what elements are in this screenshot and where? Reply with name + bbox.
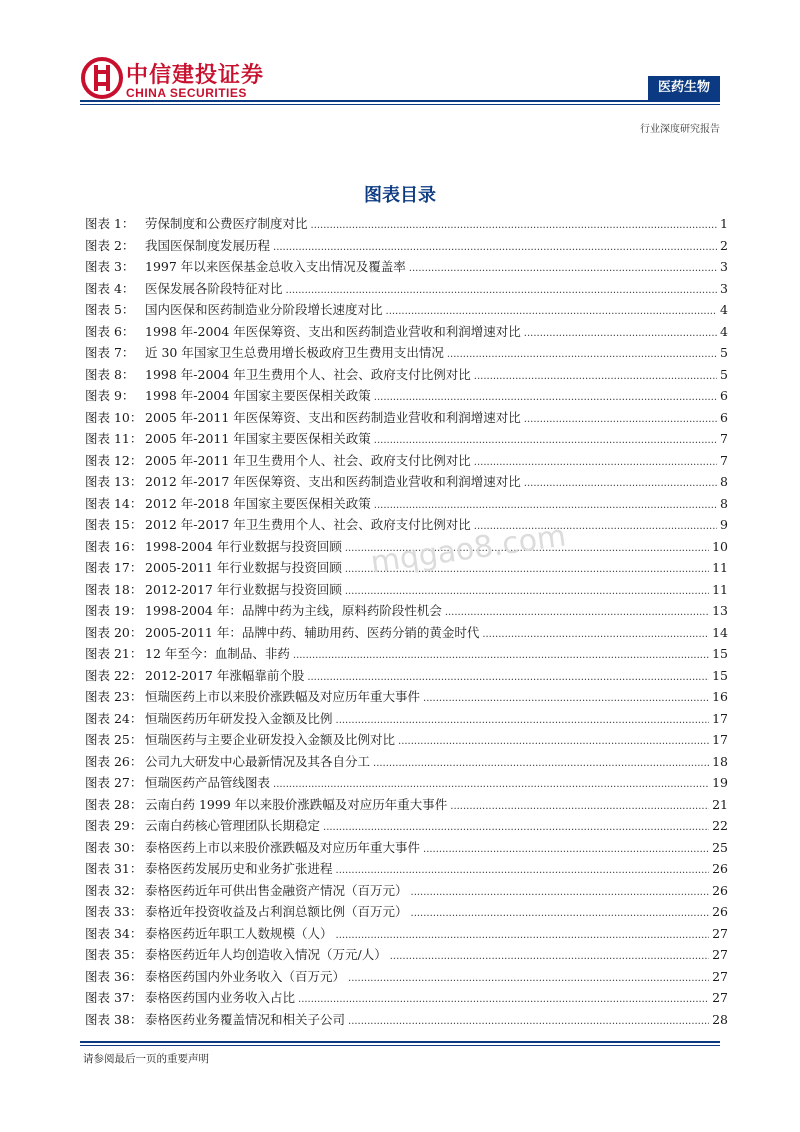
toc-entry-title: 云南白药 1999 年以来股价涨跌幅及对应历年重大事件 <box>145 796 448 812</box>
toc-entry-title: 1998 年-2004 年国家主要医保相关政策 <box>145 388 371 403</box>
header-divider <box>80 100 720 102</box>
toc-entry-title: 近 30 年国家卫生总费用增长极政府卫生费用支出情况 <box>145 345 444 360</box>
toc-leader-dots <box>411 908 710 919</box>
toc-entry-label: 图表 19： <box>85 603 143 618</box>
toc-entry-label: 图表 25： <box>85 732 143 747</box>
toc-entry-label: 图表 17： <box>85 560 143 575</box>
toc-entry-page: 11 <box>712 581 728 597</box>
toc-entry-label: 图表 12： <box>85 452 143 468</box>
toc-entry-label: 图表 4： <box>85 280 135 296</box>
toc-entry-page: 17 <box>712 732 728 747</box>
toc-entry-label: 图表 10： <box>85 409 143 425</box>
toc-entry[interactable] <box>85 408 728 430</box>
toc-entry[interactable] <box>85 623 728 645</box>
toc-entry-page: 7 <box>720 431 728 446</box>
toc-entry[interactable] <box>85 257 728 279</box>
toc-entry-label: 图表 14： <box>85 495 143 511</box>
toc-entry-label: 图表 3： <box>85 259 135 274</box>
toc-entry-title: 恒瑞医药与主要企业研发投入金额及比例对比 <box>145 732 396 747</box>
toc-entry[interactable] <box>85 515 728 537</box>
toc-entry-page: 22 <box>712 818 728 833</box>
toc-entry-label: 图表 36： <box>85 968 143 984</box>
toc-entry-title: 公司九大研发中心最新情况及其各自分工 <box>145 753 371 769</box>
watermark: mqgao8.com <box>368 518 569 581</box>
toc-entry-label: 图表 21： <box>85 646 143 661</box>
toc-leader-dots <box>390 951 709 962</box>
toc-leader-dots <box>286 285 718 296</box>
toc-entry-label: 图表 30： <box>85 839 143 855</box>
toc-entry-page: 7 <box>720 452 728 468</box>
toc-entry[interactable] <box>85 752 728 774</box>
toc-entry[interactable] <box>85 902 728 924</box>
toc-entry-label: 图表 7： <box>85 345 135 360</box>
toc-entry-title: 恒瑞医药产品管线图表 <box>145 775 271 790</box>
toc-entry-title: 2012 年-2017 年卫生费用个人、社会、政府支付比例对比 <box>145 517 471 532</box>
toc-entry-page: 14 <box>712 624 728 640</box>
toc-entry[interactable] <box>85 881 728 903</box>
toc-entry-title: 泰格医药业务覆盖情况和相关子公司 <box>145 1011 346 1027</box>
toc-entry-label: 图表 24： <box>85 710 143 726</box>
toc-entry-label: 图表 31： <box>85 861 143 876</box>
toc-entry[interactable] <box>85 472 728 494</box>
toc-entry-title: 泰格医药近年人均创造收入情况（万元/人） <box>145 947 387 962</box>
toc-entry-page: 9 <box>720 517 728 532</box>
toc-leader-dots <box>411 887 710 898</box>
toc-leader-dots <box>398 736 709 747</box>
toc-entry-page: 27 <box>712 925 728 941</box>
toc-leader-dots <box>348 973 709 984</box>
toc-entry-page: 8 <box>720 495 728 511</box>
citic-emblem-icon <box>80 56 124 100</box>
toc-entry-page: 3 <box>720 259 728 274</box>
toc-entry-label: 图表 11： <box>85 431 143 446</box>
toc-entry-title: 云南白药核心管理团队长期稳定 <box>145 818 321 833</box>
toc-entry-label: 图表 16： <box>85 538 143 554</box>
toc-entry-page: 6 <box>720 409 728 425</box>
toc-entry-label: 图表 13： <box>85 474 143 489</box>
toc-entry[interactable] <box>85 924 728 946</box>
toc-entry-label: 图表 15： <box>85 517 143 532</box>
toc-entry-label: 图表 8： <box>85 366 135 382</box>
toc-entry-label: 图表 22： <box>85 667 143 683</box>
toc-entry-page: 6 <box>720 388 728 403</box>
toc-entry-page: 18 <box>712 753 728 769</box>
toc-entry[interactable] <box>85 859 728 881</box>
toc-entry-title: 恒瑞医药上市以来股价涨跌幅及对应历年重大事件 <box>145 689 421 704</box>
toc-entry[interactable] <box>85 730 728 752</box>
toc-entry-title: 医保发展各阶段特征对比 <box>145 280 283 296</box>
toc-leader-dots <box>336 930 710 941</box>
toc-entry-label: 图表 9： <box>85 388 135 403</box>
toc-entry[interactable] <box>85 214 728 236</box>
toc-entry-title: 2012 年-2017 年医保筹资、支出和医药制造业营收和利润增速对比 <box>145 474 521 489</box>
toc-list <box>85 214 728 1031</box>
toc-entry-title: 2005-2011 年行业数据与投资回顾 <box>145 560 342 575</box>
toc-entry-label: 图表 5： <box>85 302 135 317</box>
toc-entry-page: 27 <box>712 947 728 962</box>
toc-entry-label: 图表 38： <box>85 1011 143 1027</box>
toc-entry-page: 26 <box>712 861 728 876</box>
toc-entry[interactable] <box>85 236 728 258</box>
toc-entry[interactable] <box>85 709 728 731</box>
toc-entry-title: 1997 年以来医保基金总收入支出情况及覆盖率 <box>145 259 406 274</box>
toc-entry[interactable] <box>85 988 728 1010</box>
toc-entry-title: 1998 年-2004 年医保筹资、支出和医药制造业营收和利润增速对比 <box>145 323 521 339</box>
toc-entry[interactable] <box>85 343 728 365</box>
toc-leader-dots <box>374 500 717 511</box>
toc-entry[interactable] <box>85 300 728 322</box>
toc-entry-title: 劳保制度和公费医疗制度对比 <box>145 216 308 231</box>
toc-leader-dots <box>450 801 709 812</box>
toc-leader-dots <box>482 629 709 640</box>
toc-leader-dots <box>423 844 709 855</box>
toc-entry[interactable] <box>85 580 728 602</box>
toc-leader-dots <box>386 306 718 317</box>
toc-entry-title: 泰格医药近年可供出售金融资产情况（百万元） <box>145 882 408 898</box>
toc-entry-page: 1 <box>720 216 728 231</box>
toc-leader-dots <box>298 994 709 1005</box>
toc-entry-label: 图表 26： <box>85 753 143 769</box>
toc-leader-dots <box>373 758 709 769</box>
toc-entry[interactable] <box>85 795 728 817</box>
toc-leader-dots <box>323 822 709 833</box>
footer-divider <box>80 1041 720 1043</box>
toc-entry-title: 1998-2004 年行业数据与投资回顾 <box>145 538 342 554</box>
toc-entry-title: 2012-2017 年行业数据与投资回顾 <box>145 581 342 597</box>
toc-entry-title: 泰格医药发展历史和业务扩张进程 <box>145 861 333 876</box>
toc-leader-dots <box>474 457 717 468</box>
logo-chinese-name: 中信建投证券 <box>126 63 265 88</box>
toc-leader-dots <box>447 349 717 360</box>
toc-leader-dots <box>374 435 717 446</box>
toc-entry[interactable] <box>85 279 728 301</box>
toc-entry-page: 13 <box>712 603 728 618</box>
toc-entry-page: 25 <box>712 839 728 855</box>
toc-entry[interactable] <box>85 644 728 666</box>
toc-entry-title: 2012-2017 年涨幅靠前个股 <box>145 667 305 683</box>
toc-leader-dots <box>311 220 718 231</box>
toc-entry[interactable] <box>85 386 728 408</box>
toc-leader-dots <box>474 371 717 382</box>
toc-entry-title: 恒瑞医药历年研发投入金额及比例 <box>145 710 333 726</box>
toc-entry-page: 11 <box>712 560 728 575</box>
toc-entry-title: 泰格医药近年职工人数规模（人） <box>145 925 333 941</box>
toc-entry[interactable] <box>85 429 728 451</box>
toc-entry-page: 15 <box>712 646 728 661</box>
toc-entry-page: 2 <box>720 237 728 253</box>
toc-entry-label: 图表 6： <box>85 323 135 339</box>
company-logo <box>80 56 270 106</box>
toc-entry-page: 10 <box>712 538 728 554</box>
toc-entry-title: 国内医保和医药制造业分阶段增长速度对比 <box>145 302 383 317</box>
toc-entry-title: 我国医保制度发展历程 <box>145 237 271 253</box>
toc-entry-page: 21 <box>712 796 728 812</box>
toc-entry-label: 图表 23： <box>85 689 143 704</box>
toc-entry-title: 2005 年-2011 年卫生费用个人、社会、政府支付比例对比 <box>145 452 471 468</box>
toc-entry-title: 泰格医药上市以来股价涨跌幅及对应历年重大事件 <box>145 839 421 855</box>
toc-entry-page: 16 <box>712 689 728 704</box>
toc-leader-dots <box>273 779 709 790</box>
footer-divider-thin <box>80 1045 720 1046</box>
toc-entry[interactable] <box>85 967 728 989</box>
toc-leader-dots <box>293 650 709 661</box>
toc-entry[interactable] <box>85 816 728 838</box>
toc-leader-dots <box>336 865 710 876</box>
toc-entry[interactable] <box>85 494 728 516</box>
toc-entry-title: 泰格医药国内业务收入占比 <box>145 990 296 1005</box>
toc-entry-page: 5 <box>720 366 728 382</box>
toc-entry-label: 图表 18： <box>85 581 143 597</box>
toc-entry-label: 图表 27： <box>85 775 143 790</box>
toc-entry-label: 图表 35： <box>85 947 143 962</box>
toc-leader-dots <box>348 1016 709 1027</box>
toc-title: 图表目录 <box>364 185 436 206</box>
toc-entry-page: 17 <box>712 710 728 726</box>
toc-leader-dots <box>524 414 717 425</box>
toc-entry-title: 2005 年-2011 年国家主要医保相关政策 <box>145 431 371 446</box>
toc-entry-label: 图表 37： <box>85 990 143 1005</box>
toc-entry-title: 12 年至今：血制品、非药 <box>145 646 290 661</box>
toc-entry-label: 图表 34： <box>85 925 143 941</box>
toc-entry[interactable] <box>85 773 728 795</box>
toc-entry-page: 27 <box>712 968 728 984</box>
report-type: 行业深度研究报告 <box>640 124 720 135</box>
toc-entry[interactable] <box>85 838 728 860</box>
toc-entry-title: 2005-2011 年：品牌中药、辅助用药、医药分销的黄金时代 <box>145 624 480 640</box>
toc-entry[interactable] <box>85 451 728 473</box>
toc-leader-dots <box>273 242 717 253</box>
toc-entry[interactable] <box>85 322 728 344</box>
toc-entry-label: 图表 1： <box>85 216 135 231</box>
toc-entry-page: 15 <box>712 667 728 683</box>
toc-entry-page: 4 <box>720 302 728 317</box>
toc-entry-page: 28 <box>712 1011 728 1027</box>
toc-entry[interactable] <box>85 666 728 688</box>
toc-leader-dots <box>409 263 717 274</box>
sector-badge: 医药生物 <box>648 76 720 100</box>
toc-leader-dots <box>345 586 709 597</box>
toc-entry[interactable] <box>85 687 728 709</box>
toc-entry-label: 图表 29： <box>85 818 143 833</box>
toc-leader-dots <box>307 672 709 683</box>
logo-english-name: CHINA SECURITIES <box>126 86 247 100</box>
toc-entry[interactable] <box>85 365 728 387</box>
toc-entry-page: 27 <box>712 990 728 1005</box>
toc-entry[interactable] <box>85 1010 728 1032</box>
toc-entry-title: 2005 年-2011 年医保筹资、支出和医药制造业营收和利润增速对比 <box>145 409 521 425</box>
toc-entry-label: 图表 20： <box>85 624 143 640</box>
toc-entry-title: 2012 年-2018 年国家主要医保相关政策 <box>145 495 371 511</box>
toc-entry-page: 26 <box>712 904 728 919</box>
toc-leader-dots <box>524 478 717 489</box>
footer-disclaimer-note: 请参阅最后一页的重要声明 <box>83 1053 209 1065</box>
toc-entry-page: 8 <box>720 474 728 489</box>
toc-entry[interactable] <box>85 601 728 623</box>
toc-leader-dots <box>524 328 717 339</box>
toc-entry-page: 19 <box>712 775 728 790</box>
header-divider-thin <box>80 104 720 105</box>
toc-entry-label: 图表 2： <box>85 237 135 253</box>
toc-entry-page: 26 <box>712 882 728 898</box>
toc-entry-page: 4 <box>720 323 728 339</box>
toc-entry-label: 图表 28： <box>85 796 143 812</box>
toc-entry-title: 1998-2004 年：品牌中药为主线，原料药阶段性机会 <box>145 603 442 618</box>
toc-entry-page: 5 <box>720 345 728 360</box>
toc-entry-title: 1998 年-2004 年卫生费用个人、社会、政府支付比例对比 <box>145 366 471 382</box>
toc-leader-dots <box>423 693 709 704</box>
toc-entry-label: 图表 33： <box>85 904 143 919</box>
toc-entry-title: 泰格近年投资收益及占利润总额比例（百万元） <box>145 904 408 919</box>
toc-leader-dots <box>445 607 709 618</box>
toc-entry[interactable] <box>85 945 728 967</box>
toc-leader-dots <box>336 715 710 726</box>
toc-entry-title: 泰格医药国内外业务收入（百万元） <box>145 968 346 984</box>
toc-leader-dots <box>374 392 717 403</box>
toc-entry-page: 3 <box>720 280 728 296</box>
toc-entry-label: 图表 32： <box>85 882 143 898</box>
